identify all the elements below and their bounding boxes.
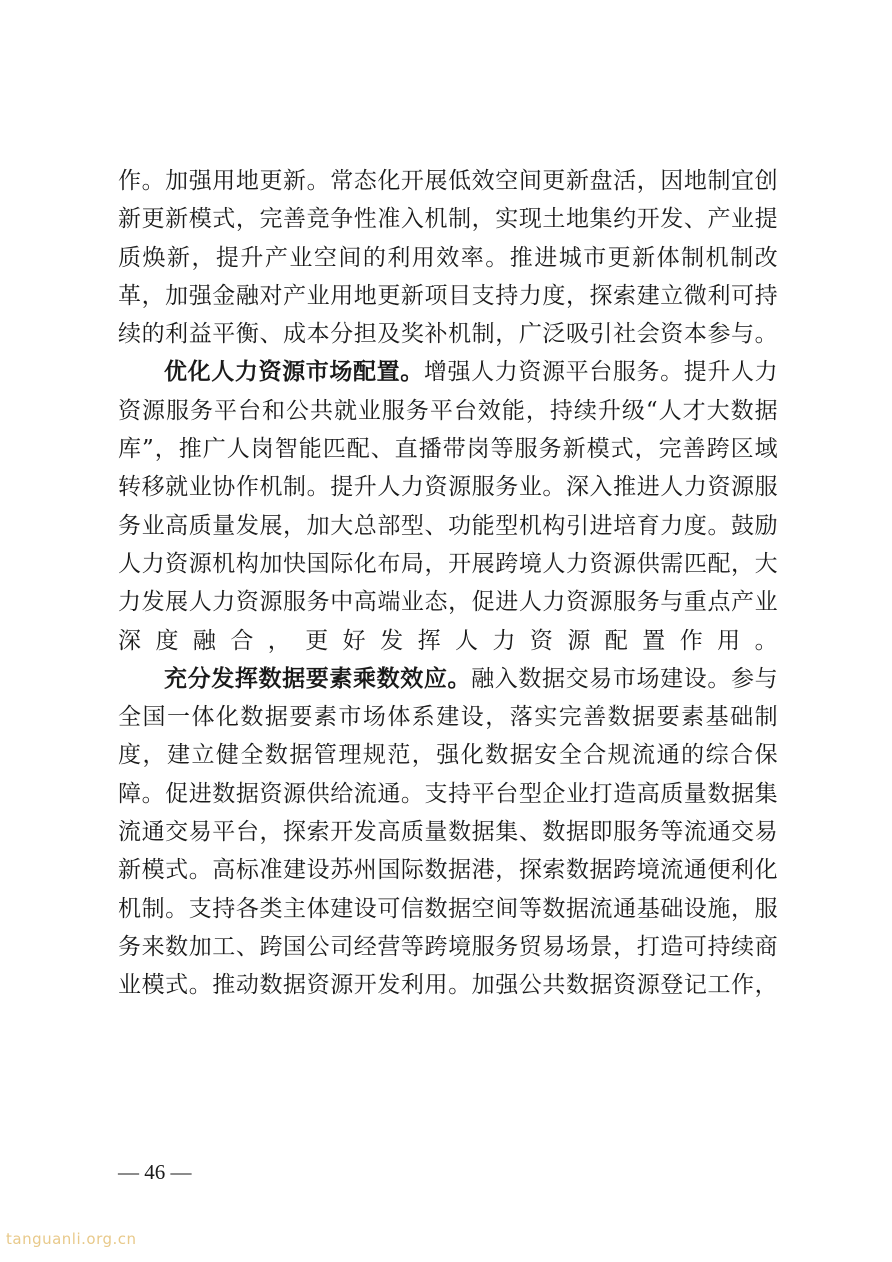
document-body: [118, 162, 778, 1005]
paragraph-heading: 优化人力资源市场配置。: [164, 358, 424, 386]
paragraph-text: 增强人力资源平台服务。提升人力资源服务平台和公共就业服务平台效能，持续升级“人才大数据库”，推广人岗智能匹配、直播带岗等服务新模式，完善跨区域转移就业协作机制。提升人力资源服务业。深入推进人力资源服务业高质量发展，加大总部型、功能型机构引进培育力度。鼓励人力资源机构加快国际化布局，开展跨境人力资源供需匹配，大力发展人力资源服务中高端业态，促进人力资源服务与重点产业深度融合，更好发挥人力资源配置作用。: [118, 359, 779, 654]
paragraph-data-elements: [118, 660, 778, 1005]
page-number: — 46 —: [118, 1160, 192, 1184]
paragraph-human-resources: [118, 353, 778, 659]
paragraph-land-renewal: [118, 162, 778, 353]
watermark-text: tanguanli.org.cn: [6, 1230, 137, 1248]
paragraph-text: 融入数据交易市场建设。参与全国一体化数据要素市场体系建设，落实完善数据要素基础制度，建立健全数据管理规范，强化数据安全合规流通的综合保障。促进数据资源供给流通。支持平台型企业打造高质量数据集流通交易平台，探索开发高质量数据集、数据即服务等流通交易新模式。高标准建设苏州国际数据港，探索数据跨境流通便利化机制。支持各类主体建设可信数据空间等数据流通基础设施，服务来数加工、跨国公司经营等跨境服务贸易场景，打造可持续商业模式。推动数据资源开发利用。加强公共数据资源登记工作，: [118, 665, 778, 999]
paragraph-heading: 充分发挥数据要素乘数效应。: [164, 664, 472, 692]
paragraph-text: 作。加强用地更新。常态化开展低效空间更新盘活，因地制宜创新更新模式，完善竞争性准入机制，实现土地集约开发、产业提质焕新，提升产业空间的利用效率。推进城市更新体制机制改革，加强金融对产业用地更新项目支持力度，探索建立微利可持续的利益平衡、成本分担及奖补机制，广泛吸引社会资本参与。: [118, 168, 778, 348]
